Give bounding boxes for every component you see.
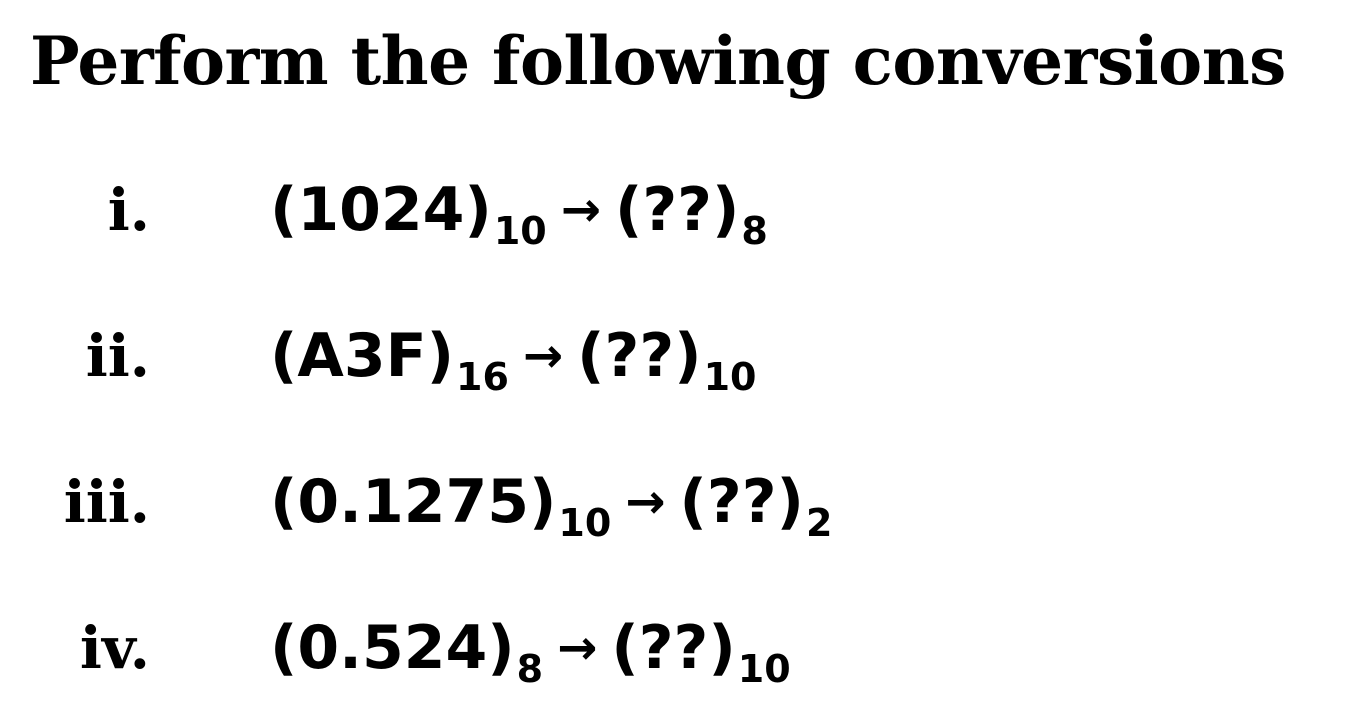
source-base: 8 bbox=[516, 647, 544, 691]
target-number: (??) bbox=[611, 613, 736, 683]
source-base: 10 bbox=[493, 209, 547, 253]
source-number: (0.524) bbox=[270, 613, 515, 683]
right-arrow-icon: → bbox=[557, 620, 598, 676]
source-number: (0.1275) bbox=[270, 467, 557, 537]
page-title: Perform the following conversions bbox=[30, 22, 1286, 100]
target-base: 2 bbox=[805, 501, 833, 545]
target-number: (??) bbox=[614, 175, 740, 245]
source-base: 10 bbox=[558, 501, 612, 545]
conversion-item bbox=[0, 462, 1366, 545]
conversion-expression bbox=[270, 316, 756, 403]
target-base: 10 bbox=[703, 355, 757, 399]
item-numeral: ii. bbox=[85, 322, 150, 390]
target-base: 10 bbox=[737, 647, 791, 691]
conversion-item bbox=[0, 170, 1366, 253]
item-numeral: i. bbox=[107, 176, 150, 244]
item-numeral: iv. bbox=[79, 614, 150, 682]
conversion-expression bbox=[270, 170, 768, 257]
right-arrow-icon: → bbox=[522, 328, 564, 384]
target-base: 8 bbox=[741, 209, 768, 253]
right-arrow-icon: → bbox=[625, 474, 666, 530]
target-number: (??) bbox=[679, 467, 804, 537]
conversion-expression bbox=[270, 462, 832, 549]
conversion-item bbox=[0, 316, 1366, 399]
source-number: (A3F) bbox=[270, 321, 455, 391]
conversion-item bbox=[0, 608, 1366, 691]
source-number: (1024) bbox=[270, 175, 492, 245]
item-numeral: iii. bbox=[63, 468, 150, 536]
right-arrow-icon: → bbox=[560, 182, 601, 238]
source-base: 16 bbox=[456, 355, 509, 399]
conversion-expression bbox=[270, 608, 791, 695]
target-number: (??) bbox=[577, 321, 702, 391]
